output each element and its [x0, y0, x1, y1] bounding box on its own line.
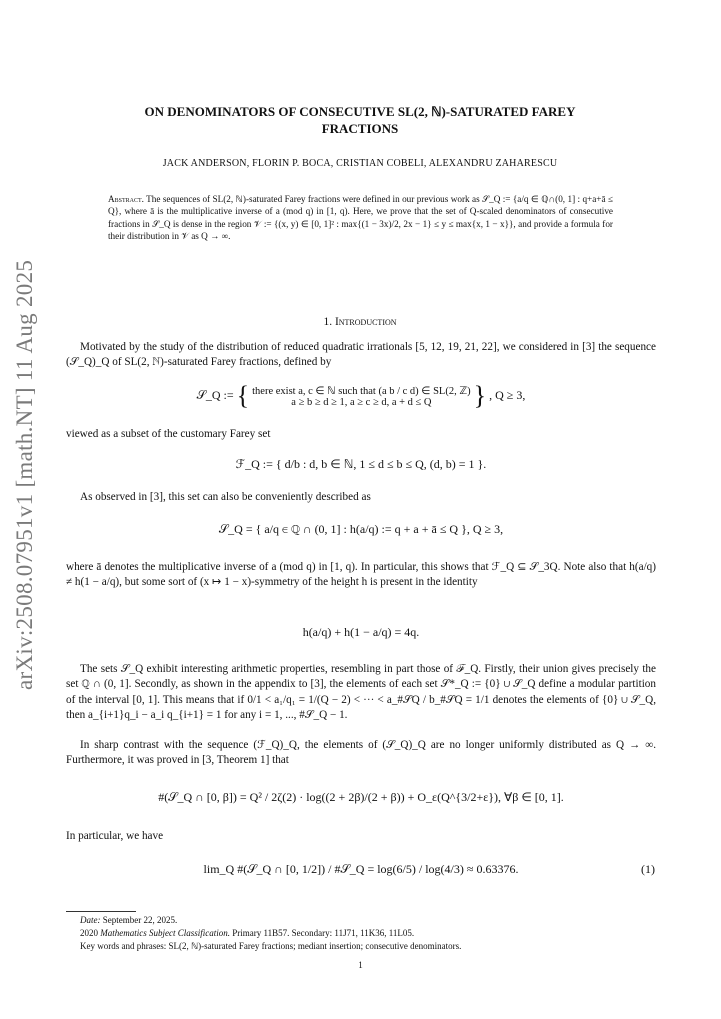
equation-number: (1): [641, 862, 655, 876]
paragraph-6: In sharp contrast with the sequence (ℱ_Q)_Q, the elements of (𝒮_Q)_Q are no longer uniformly distributed as Q → ∞. Furthermore, it was proved in [3, Theorem 1] that: [66, 739, 656, 767]
paragraph-7: In particular, we have: [66, 830, 164, 842]
footnote-msc: 2020 Mathematics Subject Classification. Primary 11B57. Secondary: 11J71, 11K36, 11L05.: [80, 928, 415, 938]
author-list: JACK ANDERSON, FLORIN P. BOCA, CRISTIAN COBELI, ALEXANDRU ZAHARESCU: [162, 158, 558, 169]
paragraph-4: where ā denotes the multiplicative inverse of a (mod q) in [1, q). In particular, this shows that ℱ_Q ⊆ 𝒮_3Q. Note also that h(a/q) ≠ h(1 − a/q), but some sort of (x ↦ 1 − x)-symmetry of the height h is present in the identity: [66, 561, 656, 589]
title-line-2: FRACTIONS: [321, 121, 399, 136]
footnote-rule: [66, 911, 136, 912]
equation-height-description: 𝒮_Q = { a/q ∈ ℚ ∩ (0, 1] : h(a/q) := q + a + ā ≤ Q }, Q ≥ 3,: [218, 522, 504, 536]
arxiv-identifier: arXiv:2508.07951v1 [math.NT] 11 Aug 2025: [12, 259, 37, 690]
paper-title: [70, 103, 650, 137]
paragraph-3: As observed in [3], this set can also be conveniently described as: [80, 491, 371, 503]
page-number: 1: [358, 960, 363, 970]
abstract-label: Abstract.: [108, 194, 144, 204]
paragraph-2: viewed as a subset of the customary Farey set: [66, 428, 271, 440]
footnote-keywords: Key words and phrases: SL(2, ℕ)-saturated Farey fractions; mediant insertion; consecutive denominators.: [80, 941, 462, 951]
equation-saturated-set: 𝒮_Q := { there exist a, c ∈ ℕ such that (a b / c d) ∈ SL(2, ℤ) a ≥ b ≥ d ≥ 1, a ≥ c ≥ d, a + d ≤ Q } , Q ≥ 3,: [196, 381, 526, 410]
section-heading: 1. Introduction: [323, 316, 397, 328]
footnote-date: Date: September 22, 2025.: [80, 915, 178, 925]
equation-height-identity: h(a/q) + h(1 − a/q) = 4q.: [302, 625, 420, 639]
abstract: [108, 193, 613, 243]
abstract-text: The sequences of SL(2, ℕ)-saturated Farey fractions were defined in our previous work as 𝒮_Q := {a/q ∈ ℚ∩(0, 1] : q+a+ā ≤ Q}, where ā is the multiplicative inverse of a (mod q) in [1, q). Here, we prove that the set of Q-scaled denominators of consecutive fractions in 𝒮_Q is dense in the region 𝒱 := {(x, y) ∈ [0, 1]² : max{(1 − 3x)/2, 2x − 1} ≤ y ≤ max{x, 1 − x}}, and provide a formula for their distribution in 𝒱 as Q → ∞.: [108, 194, 613, 242]
equation-farey-set: ℱ_Q := { d/b : d, b ∈ ℕ, 1 ≤ d ≤ b ≤ Q, (d, b) = 1 }.: [235, 457, 487, 471]
paragraph-5: The sets 𝒮_Q exhibit interesting arithmetic properties, resembling in part those of ℱ_Q. Firstly, their union gives precisely the set ℚ ∩ (0, 1]. Secondly, as shown in the appendix to [3], the elements of each set 𝒮*_Q := {0} ∪ 𝒮_Q define a modular partition of the interval [0, 1]. This means that if 0/1 < a₁/q₁ = 1/(Q − 2) < ··· < a_#𝒮Q / b_#𝒮Q = 1/1 denotes the elements of {0} ∪ 𝒮_Q, then a_{i+1}q_i − a_i q_{i+1} = 1 for any i = 1, ..., #𝒮_Q − 1.: [66, 663, 656, 721]
equation-counting-asymptotic: #(𝒮_Q ∩ [0, β]) = Q² / 2ζ(2) · log((2 + 2β)/(2 + β)) + O_ε(Q^{3/2+ε}), ∀β ∈ [0, 1].: [158, 790, 564, 804]
paragraph-1: Motivated by the study of the distribution of reduced quadratic irrationals [5, 12, 19, 21, 22], we considered in [3] the sequence (𝒮_Q)_Q of SL(2, ℕ)-saturated Farey fractions, defined by: [66, 341, 656, 369]
equation-limit-ratio: lim_Q #(𝒮_Q ∩ [0, 1/2]) / #𝒮_Q = log(6/5) / log(4/3) ≈ 0.63376.: [203, 862, 519, 876]
title-line-1: ON DENOMINATORS OF CONSECUTIVE SL(2, ℕ)-SATURATED FAREY: [144, 104, 576, 119]
